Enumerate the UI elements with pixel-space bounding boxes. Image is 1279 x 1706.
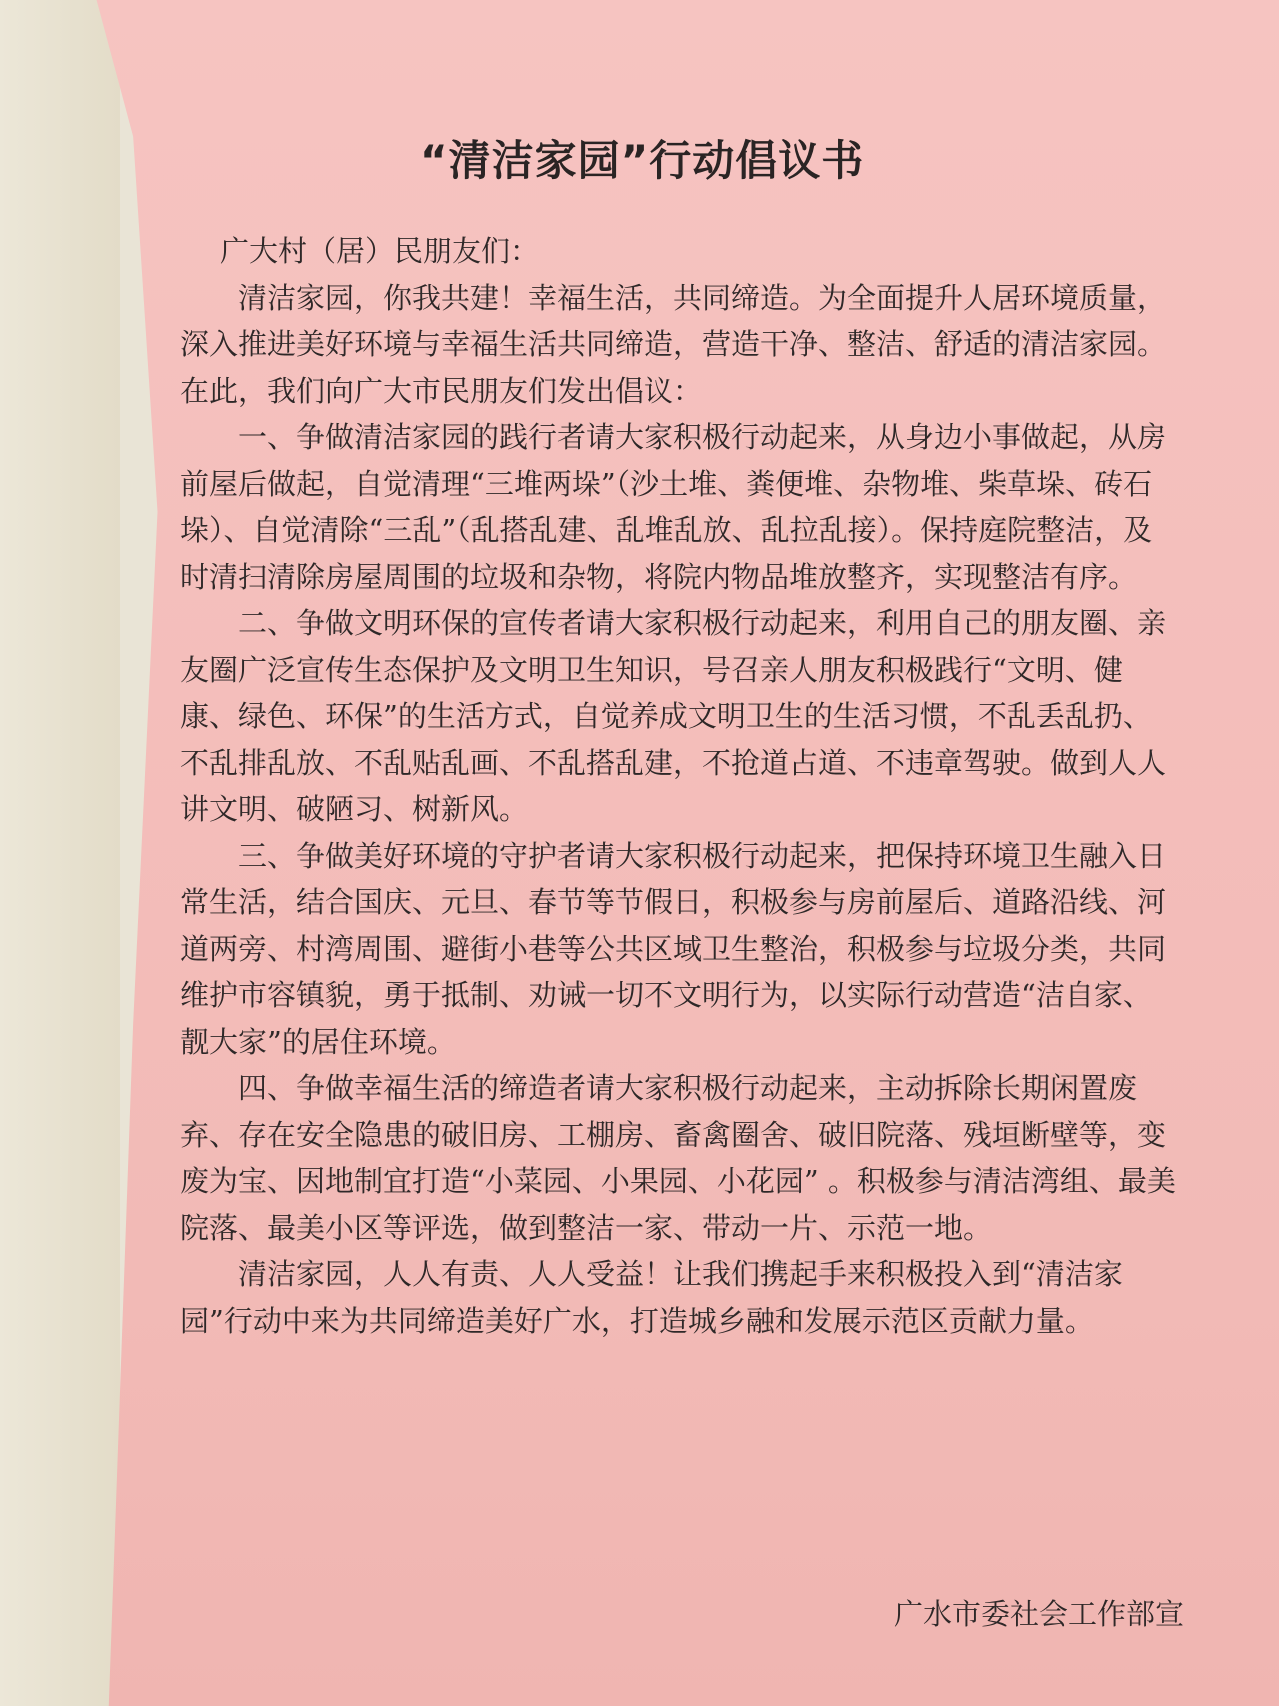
- paragraph-point-two: 二、争做文明环保的宣传者请大家积极行动起来，利用自己的朋友圈、亲友圈广泛宣传生态保护及文明卫生知识，号召亲人朋友积极践行“文明、健康、绿色、环保”的生活方式，自觉养成文明卫生的生活习惯，不乱丢乱扔、不乱排乱放、不乱贴乱画、不乱搭乱建，不抢道占道、不违章驾驶。做到人人讲文明、破陋习、树新风。: [180, 606, 1167, 826]
- salutation: 广大村（居）民朋友们：: [220, 234, 540, 268]
- paragraph-closing: 清洁家园，人人有责、人人受益！让我们携起手来积极投入到“清洁家园”行动中来为共同缔造美好广水，打造城乡融和发展示范区贡献力量。: [180, 1257, 1123, 1338]
- paragraph-point-three: 三、争做美好环境的守护者请大家积极行动起来，把保持环境卫生融入日常生活，结合国庆、元旦、春节等节假日，积极参与房前屋后、道路沿线、河道两旁、村湾周围、避街小巷等公共区域卫生整治，积极参与垃圾分类，共同维护市容镇貌，勇于抵制、劝诫一切不文明行为，以实际行动营造“洁自家、靓大家”的居住环境。: [180, 838, 1167, 1059]
- signature: 广水市委社会工作部宣: [893, 1597, 1184, 1631]
- document-body: [180, 228, 1180, 1344]
- paragraph-intro: 清洁家园，你我共建！幸福生活，共同缔造。为全面提升人居环境质量，深入推进美好环境与幸福生活共同缔造，营造干净、整洁、舒适的清洁家园。在此，我们向广大市民朋友们发出倡议：: [180, 280, 1167, 408]
- document-title: “清洁家园”行动倡议书: [420, 136, 865, 185]
- paragraph-point-one: 一、争做清洁家园的践行者请大家积极行动起来，从身边小事做起，从房前屋后做起，自觉清理“三堆两垛”（沙土堆、粪便堆、杂物堆、柴草垛、砖石垛）、自觉清除“三乱”（乱搭乱建、乱堆乱放、乱拉乱接）。保持庭院整洁，及时清扫清除房屋周围的垃圾和杂物，将院内物品堆放整齐，实现整洁有序。: [180, 420, 1167, 594]
- paragraph-point-four: 四、争做幸福生活的缔造者请大家积极行动起来，主动拆除长期闲置废弃、存在安全隐患的破旧房、工棚房、畜禽圈舍、破旧院落、残垣断壁等，变废为宝、因地制宜打造“小菜园、小果园、小花园” 。积极参与清洁湾组、最美院落、最美小区等评选，做到整洁一家、带动一片、示范一地。: [180, 1071, 1176, 1245]
